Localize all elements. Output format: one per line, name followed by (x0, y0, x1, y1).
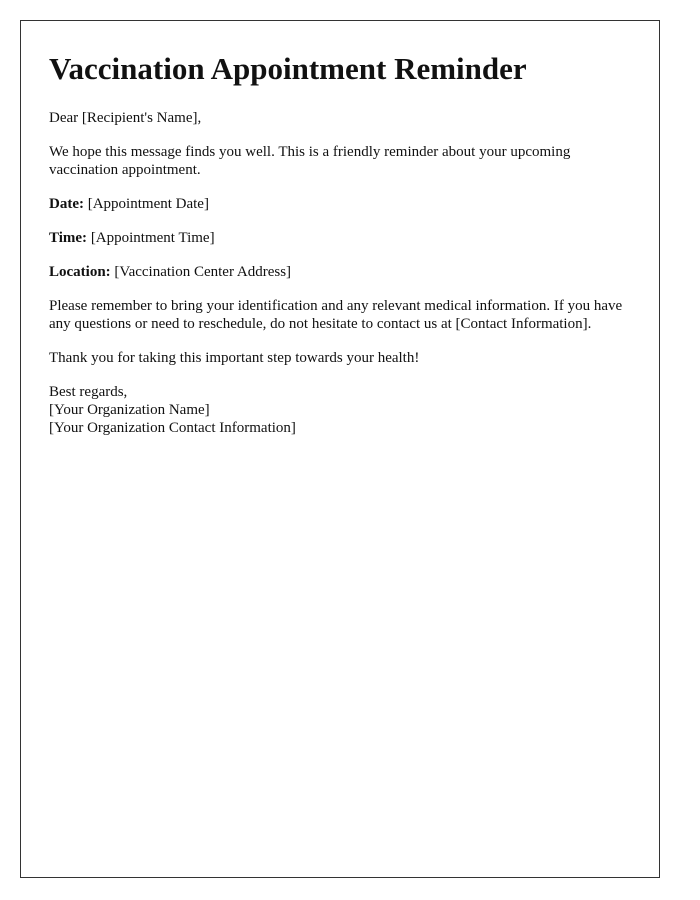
intro-paragraph: We hope this message finds you well. This is a friendly reminder about your upcoming vaccination appointment. (49, 144, 571, 178)
appointment-location (49, 263, 631, 281)
appointment-time (49, 229, 631, 247)
greeting: Dear [Recipient's Name], (49, 110, 202, 126)
date-value: [Appointment Date] (87, 196, 209, 212)
date-label: Date: (49, 196, 84, 212)
thanks-paragraph: Thank you for taking this important step towards your health! (49, 350, 420, 366)
signature-block (49, 383, 631, 437)
time-label: Time: (49, 230, 88, 246)
time-value: [Appointment Time] (90, 230, 215, 246)
letter-title: Vaccination Appointment Reminder (49, 51, 527, 86)
instructions-paragraph: Please remember to bring your identification and any relevant medical information. If you have any questions or need to reschedule, do not hesitate to contact us at [Contact Information]. (49, 298, 623, 332)
organization-name: [Your Organization Name] (49, 402, 210, 418)
closing: Best regards, (49, 384, 128, 400)
location-label: Location: (49, 264, 111, 280)
location-value: [Vaccination Center Address] (114, 264, 292, 280)
letter-page (20, 20, 660, 878)
appointment-date (49, 195, 631, 213)
organization-contact: [Your Organization Contact Information] (49, 420, 296, 436)
